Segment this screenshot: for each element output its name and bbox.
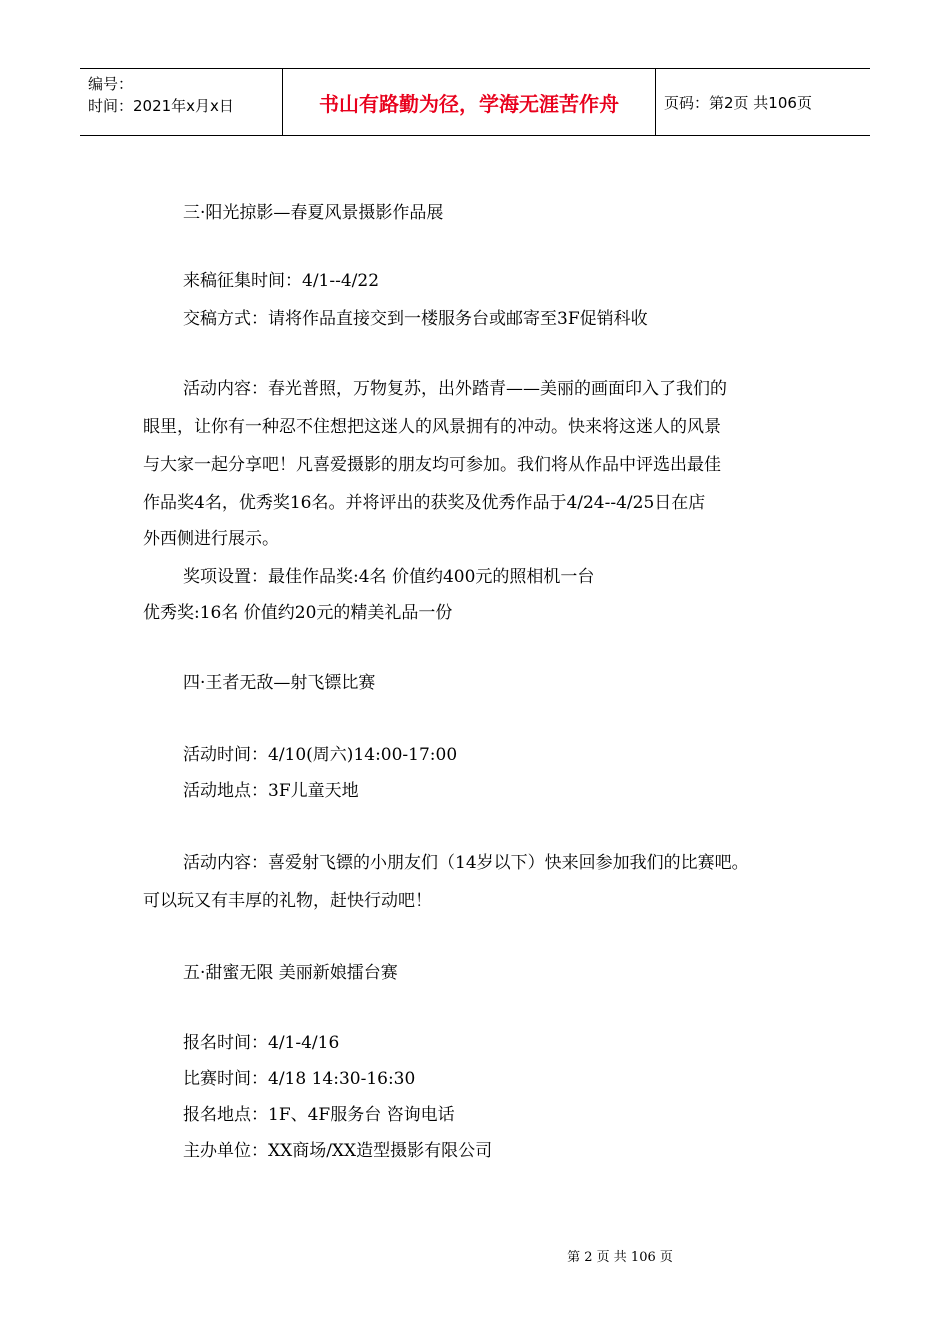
body-text-line: 三·阳光掠影—春夏风景摄影作品展 (183, 203, 444, 223)
body-text-line: 作品奖4名，优秀奖16名。并将评出的获奖及优秀作品于4/24--4/25日在店 (143, 493, 706, 513)
body-text-line: 四·王者无敌—射飞镖比赛 (183, 673, 376, 693)
body-text-line: 优秀奖:16名 价值约20元的精美礼品一份 (143, 603, 453, 623)
body-text-line: 比赛时间：4/18 14:30-16:30 (183, 1069, 416, 1089)
body-text-line: 外西侧进行展示。 (143, 529, 279, 549)
body-text-line: 眼里，让你有一种忍不住想把这迷人的风景拥有的冲动。快来将这迷人的风景 (143, 417, 721, 437)
header-page-number: 页码：第2页 共106页 (664, 93, 812, 112)
body-text-line: 活动时间：4/10(周六)14:00-17:00 (183, 745, 458, 765)
page-footer: 第 2 页 共 106 页 (567, 1250, 673, 1265)
page-header (80, 68, 870, 136)
body-text-line: 活动地点：3F儿童天地 (183, 781, 359, 801)
body-text-line: 活动内容：喜爱射飞镖的小朋友们（14岁以下）快来回参加我们的比赛吧。 (183, 853, 749, 873)
body-text-line: 报名地点：1F、4F服务台 咨询电话 (183, 1105, 455, 1125)
body-text-line: 交稿方式：请将作品直接交到一楼服务台或邮寄至3F促销科收 (183, 309, 648, 329)
body-text-line: 来稿征集时间：4/1--4/22 (183, 271, 380, 291)
document-number-label: 编号： (88, 75, 134, 93)
body-text-line: 奖项设置：最佳作品奖:4名 价值约400元的照相机一台 (183, 567, 595, 587)
body-text-line: 可以玩又有丰厚的礼物，赶快行动吧！ (143, 891, 432, 911)
body-text-line: 与大家一起分享吧！凡喜爱摄影的朋友均可参加。我们将从作品中评选出最佳 (143, 455, 721, 475)
body-text-line: 报名时间：4/1-4/16 (183, 1033, 340, 1053)
header-motto: 书山有路勤为径，学海无涯苦作舟 (282, 69, 656, 135)
header-meta (80, 69, 282, 135)
body-text-line: 五·甜蜜无限 美丽新娘擂台赛 (183, 963, 398, 983)
body-text-line: 主办单位：XX商场/XX造型摄影有限公司 (183, 1141, 493, 1161)
document-date-label: 时间：2021年x月x日 (88, 97, 234, 115)
body-text-line: 活动内容：春光普照，万物复苏，出外踏青——美丽的画面印入了我们的 (183, 379, 727, 399)
